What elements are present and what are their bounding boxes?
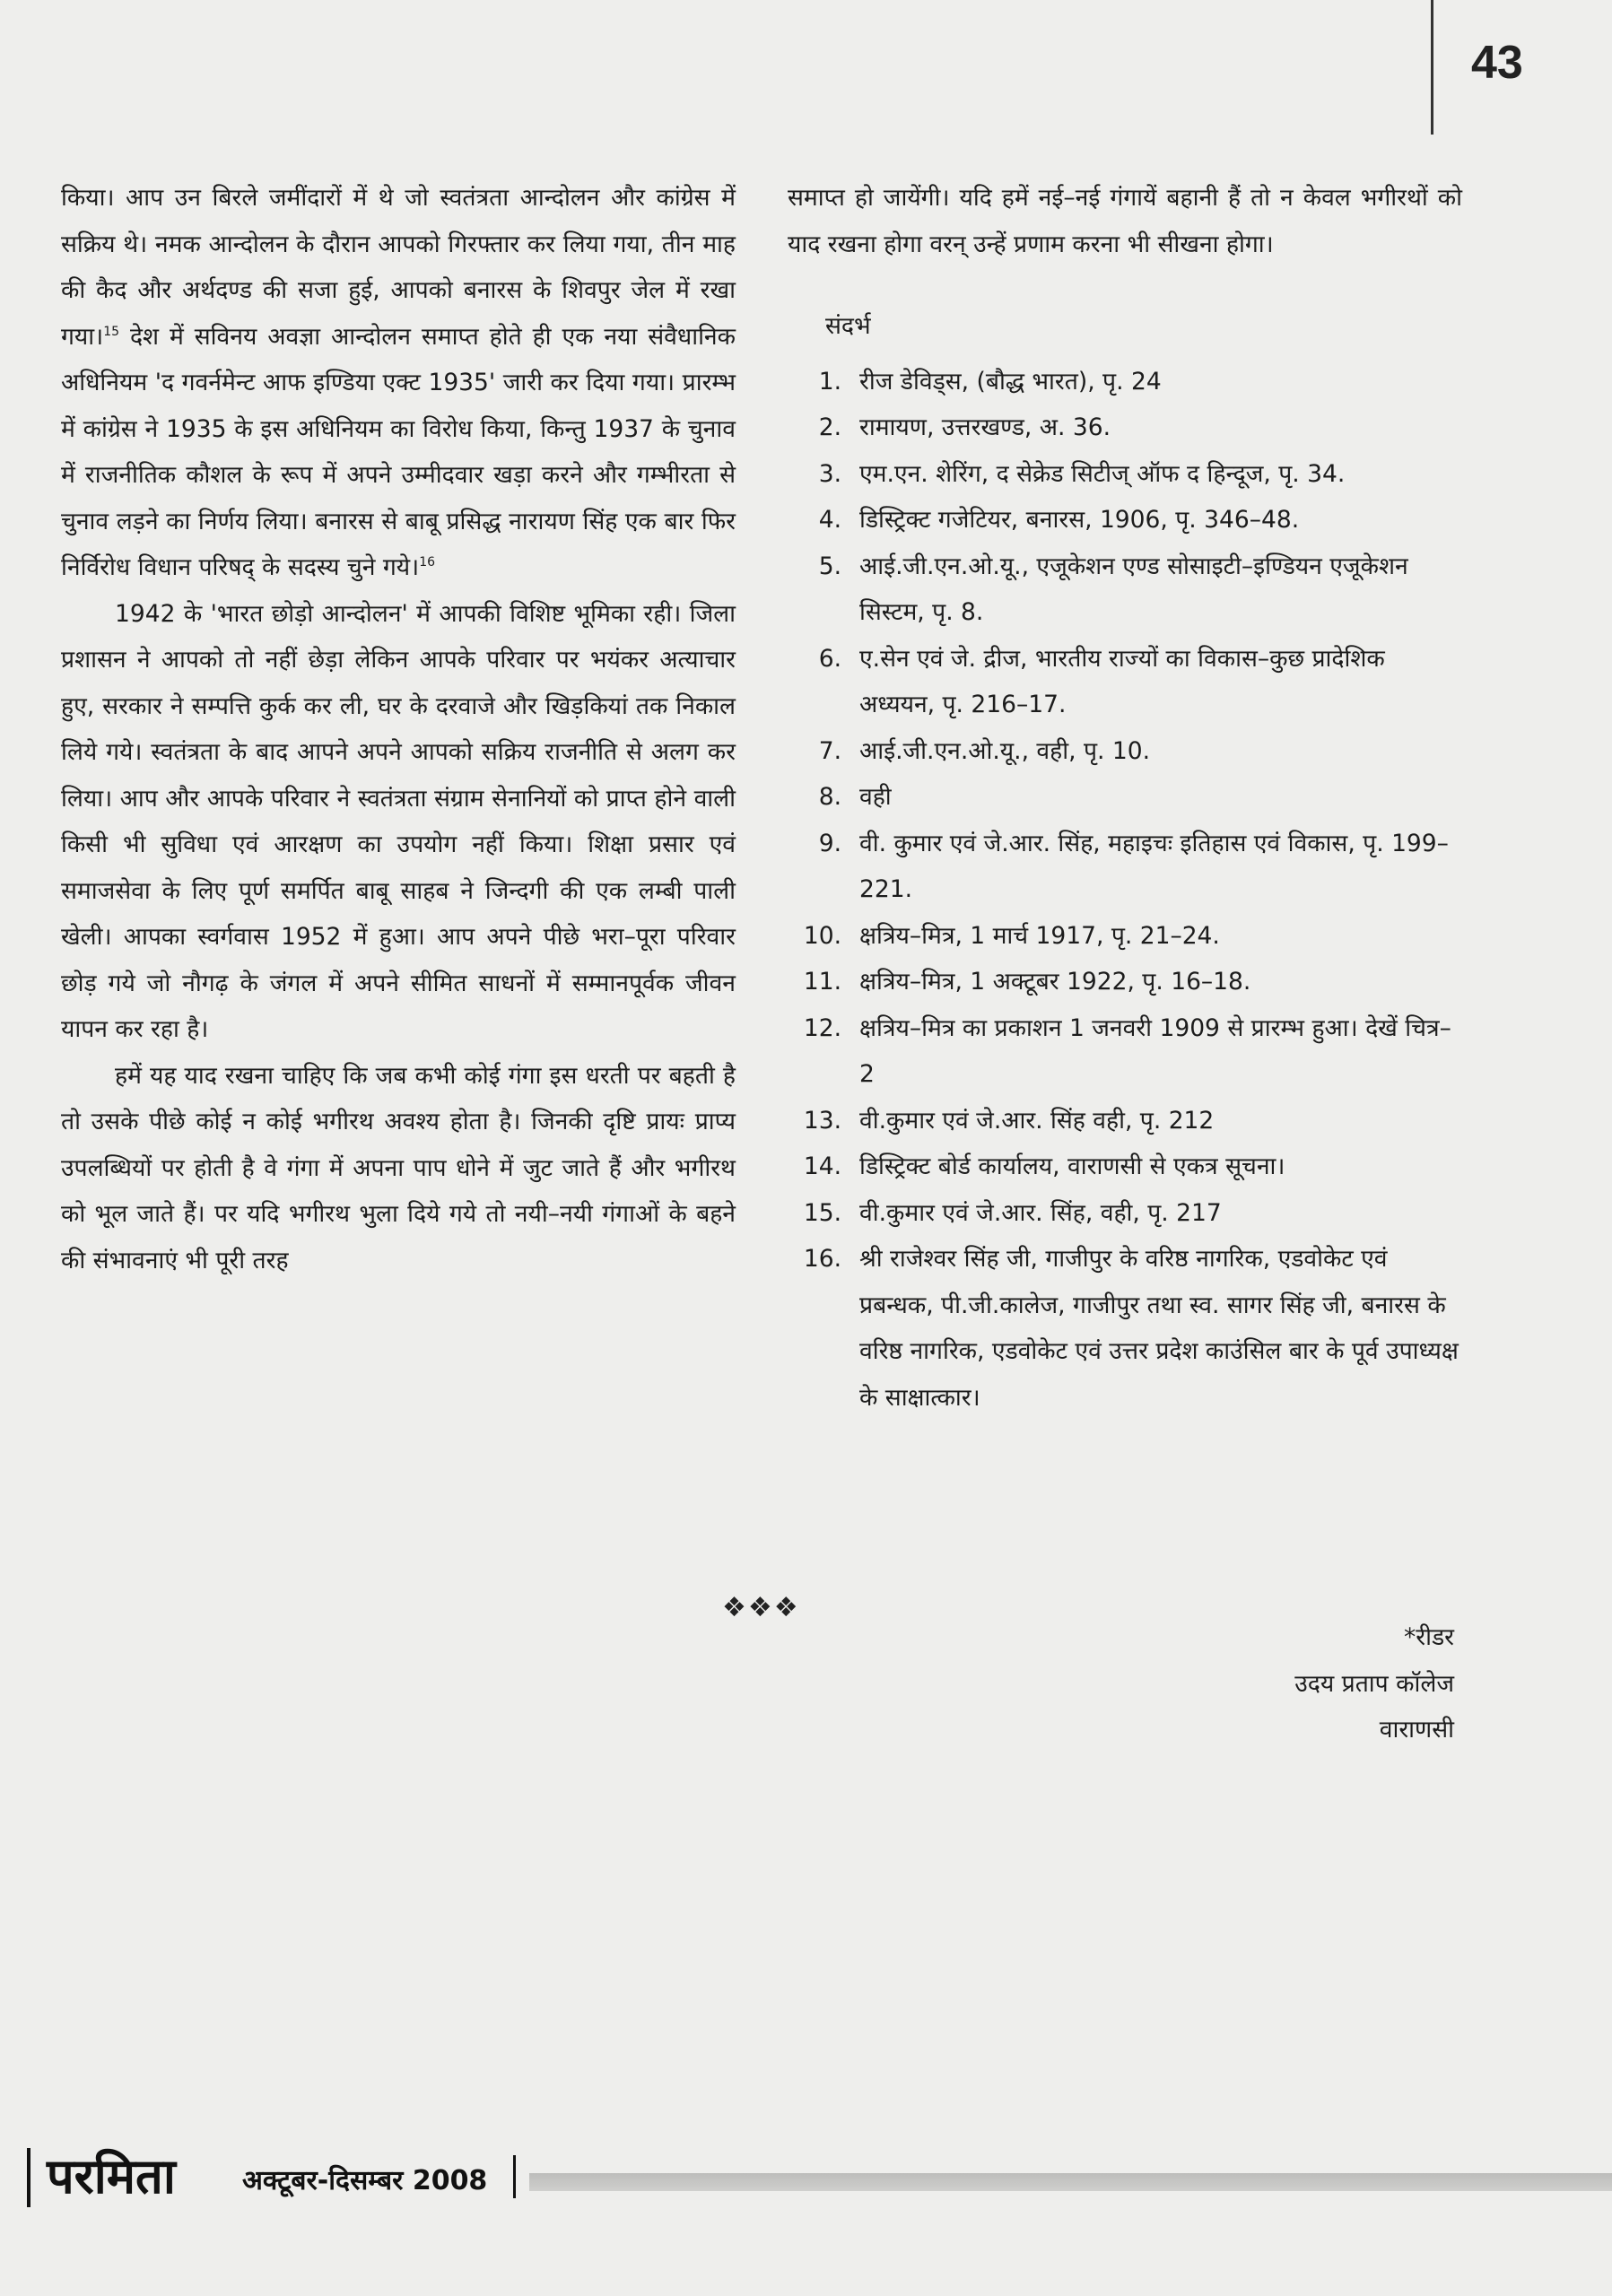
- reference-item: [788, 774, 1462, 821]
- footer-bar: [513, 2155, 516, 2198]
- author-designation: *रीडर: [1404, 1623, 1454, 1651]
- left-column: [61, 175, 736, 1283]
- reference-item: [788, 1098, 1462, 1144]
- references-list: [788, 359, 1462, 1422]
- reference-text: डिस्ट्रिक्ट गजेटियर, बनारस, 1906, पृ. 346–48.: [859, 506, 1300, 534]
- reference-number: 8.: [818, 783, 841, 811]
- reference-text: रामायण, उत्तरखण्ड, अ. 36.: [859, 413, 1111, 441]
- reference-number: 12.: [803, 1013, 841, 1042]
- footnote-marker: 16: [419, 555, 436, 570]
- reference-number: 6.: [818, 644, 841, 673]
- reference-number: 14.: [803, 1152, 841, 1180]
- reference-item: [788, 1005, 1462, 1098]
- reference-item: [788, 959, 1462, 1005]
- reference-number: 15.: [803, 1198, 841, 1227]
- reference-item: [788, 1236, 1462, 1421]
- reference-item: [788, 451, 1462, 498]
- reference-number: 3.: [818, 459, 841, 488]
- section-separator: ❖❖❖: [722, 1592, 800, 1623]
- references-heading: संदर्भ: [825, 312, 871, 340]
- reference-number: 7.: [818, 736, 841, 765]
- reference-item: [788, 359, 1462, 405]
- footer-bar: [27, 2148, 30, 2207]
- reference-number: 4.: [818, 506, 841, 534]
- page-number: 43: [1471, 37, 1523, 89]
- reference-item: [788, 636, 1462, 728]
- reference-text: ए.सेन एवं जे. द्रीज, भारतीय राज्यों का विकास–कुछ प्रादेशिक अध्ययन, पृ. 216–17.: [859, 644, 1385, 718]
- reference-item: [788, 1144, 1462, 1190]
- author-block: [1294, 1614, 1454, 1753]
- reference-number: 9.: [818, 829, 841, 857]
- reference-number: 13.: [803, 1106, 841, 1135]
- reference-item: [788, 544, 1462, 636]
- author-city: वाराणसी: [1379, 1716, 1454, 1744]
- paragraph-1: किया। आप उन बिरले जमींदारों में थे जो स्वतंत्रता आन्दोलन और कांग्रेस में सक्रिय थे। नमक आन्दोलन के दौरान आपको गिरफ्तार कर लिया गया, तीन माह की कैद और अर्थदण्ड की सजा हुई, आपको बनारस के शिवपुर जेल में रखा गया।$^{15}$ देश में सविनय अवज्ञा आन्दोलन समाप्त होते ही एक नया संवैधानिक अधिनियम 'द गवर्नमेन्ट आफ इण्डिया एक्ट 1935' जारी कर दिया गया। प्रारम्भ में कांग्रेस ने 1935 के इस अधिनियम का विरोध किया, किन्तु 1937 के चुनाव में राजनीतिक कौशल के रूप में अपने उम्मीदवार खड़ा करने और गम्भीरता से चुनाव लड़ने का निर्णय लिया। बनारस से बाबू प्रसिद्ध नारायण सिंह एक बार फिर निर्विरोध विधान परिषद् के सदस्य चुने गये।$^{16}$: [61, 184, 736, 581]
- reference-text: वी.कुमार एवं जे.आर. सिंह, वही, पृ. 217: [859, 1198, 1222, 1227]
- reference-number: 10.: [803, 921, 841, 950]
- reference-text: रीज डेविड्स, (बौद्ध भारत), पृ. 24: [859, 367, 1162, 396]
- reference-item: [788, 728, 1462, 775]
- footer-band: [529, 2173, 1612, 2191]
- reference-text: श्री राजेश्वर सिंह जी, गाजीपुर के वरिष्ठ नागरिक, एडवोकेट एवं प्रबन्धक, पी.जी.कालेज, गाजीपुर तथा स्व. सागर सिंह जी, बनारस के वरिष्ठ नागरिक, एडवोकेट एवं उत्तर प्रदेश काउंसिल बार के पूर्व उपाध्यक्ष के साक्षात्कार।: [859, 1245, 1459, 1412]
- footnote-marker: 15: [103, 324, 120, 339]
- right-column: [788, 175, 1462, 1421]
- closing-paragraph: समाप्त हो जायेंगी। यदि हमें नई–नई गंगायें बहानी हैं तो न केवल भगीरथों को याद रखना होगा वरन् उन्हें प्रणाम करना भी सीखना होगा।: [788, 184, 1462, 258]
- magazine-logo: परमिता: [47, 2147, 176, 2205]
- issue-date: अक्टूबर-दिसम्बर 2008: [242, 2165, 488, 2196]
- reference-number: 16.: [803, 1245, 841, 1273]
- paragraph-2: 1942 के 'भारत छोड़ो आन्दोलन' में आपकी विशिष्ट भूमिका रही। जिला प्रशासन ने आपको तो नहीं छेड़ा लेकिन आपके परिवार पर भयंकर अत्याचार हुए, सरकार ने सम्पत्ति कुर्क कर ली, घर के दरवाजे और खिड़कियां तक निकाल लिये गये। स्वतंत्रता के बाद आपने अपने आपको सक्रिय राजनीति से अलग कर लिया। आप और आपके परिवार ने स्वतंत्रता संग्राम सेनानियों को प्राप्त होने वाली किसी भी सुविधा एवं आरक्षण का उपयोग नहीं किया। शिक्षा प्रसार एवं समाजसेवा के लिए पूर्ण समर्पित बाबू साहब ने जिन्दगी की एक लम्बी पाली खेली। आपका स्वर्गवास 1952 में हुआ। आप अपने पीछे भरा–पूरा परिवार छोड़ गये जो नौगढ़ के जंगल में अपने सीमित साधनों में सम्मानपूर्वक जीवन यापन कर रहा है।: [61, 599, 736, 1043]
- reference-text: वी.कुमार एवं जे.आर. सिंह वही, पृ. 212: [859, 1106, 1215, 1135]
- reference-item: [788, 497, 1462, 544]
- reference-text: आई.जी.एन.ओ.यू., वही, पृ. 10.: [859, 736, 1150, 765]
- reference-number: 5.: [818, 552, 841, 580]
- reference-number: 2.: [818, 413, 841, 441]
- reference-text: आई.जी.एन.ओ.यू., एजूकेशन एण्ड सोसाइटी–इण्डियन एजूकेशन सिस्टम, पृ. 8.: [859, 552, 1408, 626]
- header-rule: [1431, 0, 1433, 135]
- reference-number: 11.: [803, 968, 841, 996]
- reference-item: [788, 404, 1462, 451]
- reference-text: क्षत्रिय–मित्र, 1 अक्टूबर 1922, पृ. 16–18.: [859, 968, 1251, 996]
- paragraph-3: हमें यह याद रखना चाहिए कि जब कभी कोई गंगा इस धरती पर बहती है तो उसके पीछे कोई न कोई भगीरथ अवश्य होता है। जिनकी दृष्टि प्रायः प्राप्य उपलब्धियों पर होती है वे गंगा में अपना पाप धोने में जुट जाते हैं और भगीरथ को भूल जाते हैं। पर यदि भगीरथ भुला दिये गये तो नयी–नयी गंगाओं के बहने की संभावनाएं भी पूरी तरह: [61, 1061, 736, 1274]
- reference-text: डिस्ट्रिक्ट बोर्ड कार्यालय, वाराणसी से एकत्र सूचना।: [859, 1152, 1285, 1180]
- reference-item: [788, 1190, 1462, 1237]
- reference-text: वी. कुमार एवं जे.आर. सिंह, महाइचः इतिहास एवं विकास, पृ. 199–221.: [859, 829, 1449, 903]
- footer: [0, 2147, 1612, 2205]
- author-college: उदय प्रताप कॉलेज: [1294, 1669, 1454, 1698]
- reference-text: एम.एन. शेरिंग, द सेक्रेड सिटीज् ऑफ द हिन्दूज, पृ. 34.: [859, 459, 1346, 488]
- reference-number: 1.: [818, 367, 841, 396]
- reference-item: [788, 821, 1462, 913]
- reference-text: क्षत्रिय–मित्र, 1 मार्च 1917, पृ. 21–24.: [859, 921, 1220, 950]
- reference-text: वही: [859, 783, 892, 811]
- reference-item: [788, 913, 1462, 960]
- reference-text: क्षत्रिय–मित्र का प्रकाशन 1 जनवरी 1909 से प्रारम्भ हुआ। देखें चित्र–2: [859, 1013, 1451, 1088]
